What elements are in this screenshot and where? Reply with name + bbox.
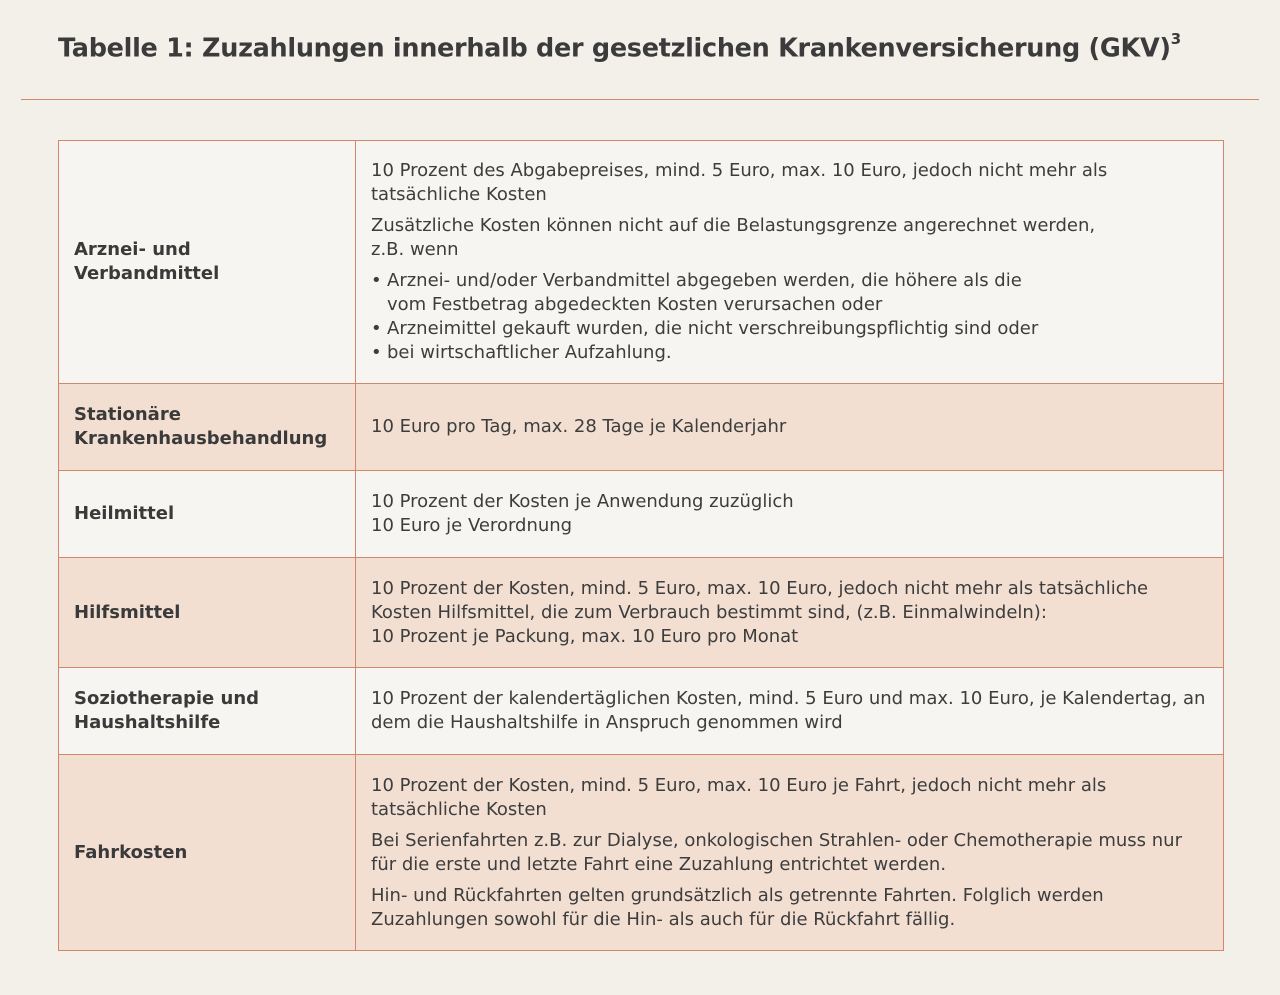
bullet-item: • bei wirtschaftlicher Aufzahlung. (371, 341, 1208, 365)
row-content: 10 Euro pro Tag, max. 28 Tage je Kalenderjahr (356, 384, 1224, 471)
content-line: 10 Prozent der Kosten je Anwendung zuzüglich (371, 491, 794, 512)
row-content (356, 141, 1224, 384)
row-label: Hilfsmittel (59, 558, 356, 668)
content-line: 10 Euro je Verordnung (371, 515, 573, 536)
table-row (59, 471, 1224, 558)
row-label: Heilmittel (59, 471, 356, 558)
content-line: 10 Prozent der Kosten, mind. 5 Euro, max. 10 Euro, jedoch nicht mehr als tatsächliche (371, 577, 1149, 599)
title-text: Tabelle 1: Zuzahlungen innerhalb der gesetzlichen Krankenversicherung (GKV) (58, 33, 1171, 64)
content-paragraph: Zusätzliche Kosten können nicht auf die Belastungsgrenze angerechnet werden, z.B. wenn (371, 215, 1096, 260)
bullet-item: • Arzneimittel gekauft wurden, die nicht verschreibungspflichtig sind oder (371, 317, 1208, 341)
row-label: Soziotherapie und Haushaltshilfe (59, 668, 356, 755)
table-row (59, 384, 1224, 471)
bullet-item: • Arznei- und/oder Verbandmittel abgegeben werden, die höhere als die vom Festbetrag abgedeckten Kosten verursachen oder (371, 269, 1208, 317)
table-row (59, 755, 1224, 951)
row-label: Stationäre Krankenhausbehandlung (59, 384, 356, 471)
row-label: Fahrkosten (59, 755, 356, 951)
table-row (59, 141, 1224, 384)
row-content (356, 471, 1224, 558)
content-paragraph: Hin- und Rückfahrten gelten grundsätzlich als getrennte Fahrten. Folglich werden Zuzahlungen sowohl für die Hin- als auch für die Rückfahrt fällig. (371, 884, 1104, 930)
content-line: 10 Prozent je Packung, max. 10 Euro pro Monat (371, 625, 799, 647)
row-label: Arznei- und Verbandmittel (59, 141, 356, 384)
table-row (59, 668, 1224, 755)
page-title (58, 30, 1181, 64)
content-paragraph: 10 Prozent der Kosten, mind. 5 Euro, max. 10 Euro je Fahrt, jedoch nicht mehr als tatsächliche Kosten (371, 774, 1107, 820)
row-content (356, 558, 1224, 668)
bullet-list (371, 269, 1208, 365)
content-paragraph: 10 Prozent des Abgabepreises, mind. 5 Euro, max. 10 Euro, jedoch nicht mehr als tatsächliche Kosten (371, 160, 1108, 205)
table-row (59, 558, 1224, 668)
content-paragraph: Bei Serienfahrten z.B. zur Dialyse, onkologischen Strahlen- oder Chemotherapie muss nur für die erste und letzte Fahrt eine Zuzahlung entrichtet werden. (371, 829, 1182, 875)
copayment-table (58, 140, 1224, 951)
title-footnote: 3 (1170, 30, 1181, 48)
content-line: Kosten Hilfsmittel, die zum Verbrauch bestimmt sind, (z.B. Einmalwindeln): (371, 601, 1047, 623)
row-content: 10 Prozent der kalendertäglichen Kosten, mind. 5 Euro und max. 10 Euro, je Kalendertag, an dem die Haushaltshilfe in Anspruch genommen wird (356, 668, 1224, 755)
row-content (356, 755, 1224, 951)
title-divider (21, 99, 1259, 100)
